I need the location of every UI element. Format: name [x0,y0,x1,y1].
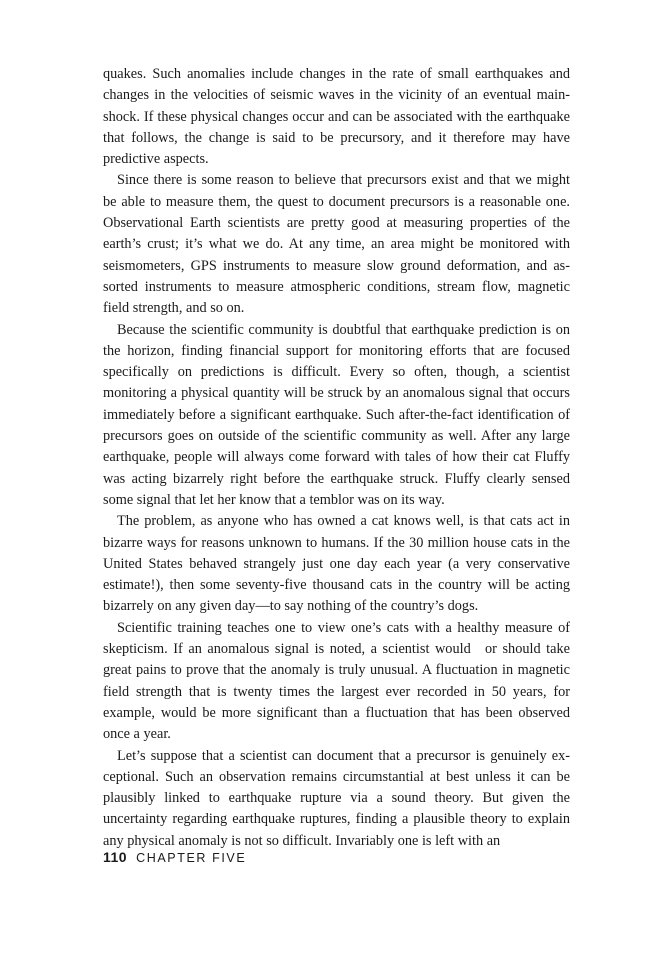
body-text [103,64,570,852]
paragraph: Scientific training teaches one to view one’s cats with a healthy measure of skepticism. If an anomalous signal is noted, a scientist would or should take great pains to prove that the anomaly is truly unusual. A fluctuation in magnetic field strength that is twenty times the largest ever recorded in 50 years, for example, would be more significant than a fluctuation that has been observed once a year. [103,619,570,743]
page-footer [103,849,246,867]
chapter-label: CHAPTER FIVE [136,851,247,865]
paragraph: Since there is some reason to believe that precursors exist and that we might be able to measure them, the quest to document precursors is a reasonable one. Observational Earth scientists are pretty good at measuring properties of the earth’s crust; it’s what we do. At any time, an area might be monitored with seismometers, GPS instruments to measure slow ground deformation, and assorted instruments to measure atmospheric conditions, stream flow, magnetic field strength, and so on. [103,172,570,317]
paragraph: Let’s suppose that a scientist can document that a precursor is genuinely exceptional. Such an observation remains circumstantial at best unless it can be plausibly linked to earthquake rupture via a sound theory. But given the uncertainty regarding earthquake ruptures, finding a plausible theory to explain any physical anomaly is not so difficult. Invariably one is left with an [103,747,570,849]
paragraph-continuation: quakes. Such anomalies include changes in the rate of small earthquakes and changes in the velocities of seismic waves in the vicinity of an eventual mainshock. If these physical changes occur and can be associated with the earthquake that follows, the change is said to be precursory, and it therefore may have predictive aspects. [103,66,570,168]
page-number: 110 [103,849,128,865]
paragraph: The problem, as anyone who has owned a cat knows well, is that cats act in bizarre ways for reasons unknown to humans. If the 30 million house cats in the United States behaved strangely just one day each year (a very conservative estimate!), then some seventy-five thousand cats in the country will be acting bizarrely on any given day—to say nothing of the country’s dogs. [103,513,570,615]
paragraph: Because the scientific community is doubtful that earthquake prediction is on the horizon, finding financial support for monitoring efforts that are focused specifically on predictions is difficult. Every so often, though, a scientist monitoring a physical quantity will be struck by an anomalous signal that occurs immediately before a significant earthquake. Such after-the-fact identification of precursors goes on outside of the scientific community as well. After any large earthquake, people will always come forward with tales of how their cat Fluffy was acting bizarrely right before the earthquake struck. Fluffy clearly sensed some signal that let her know that a temblor was on its way. [103,321,570,508]
